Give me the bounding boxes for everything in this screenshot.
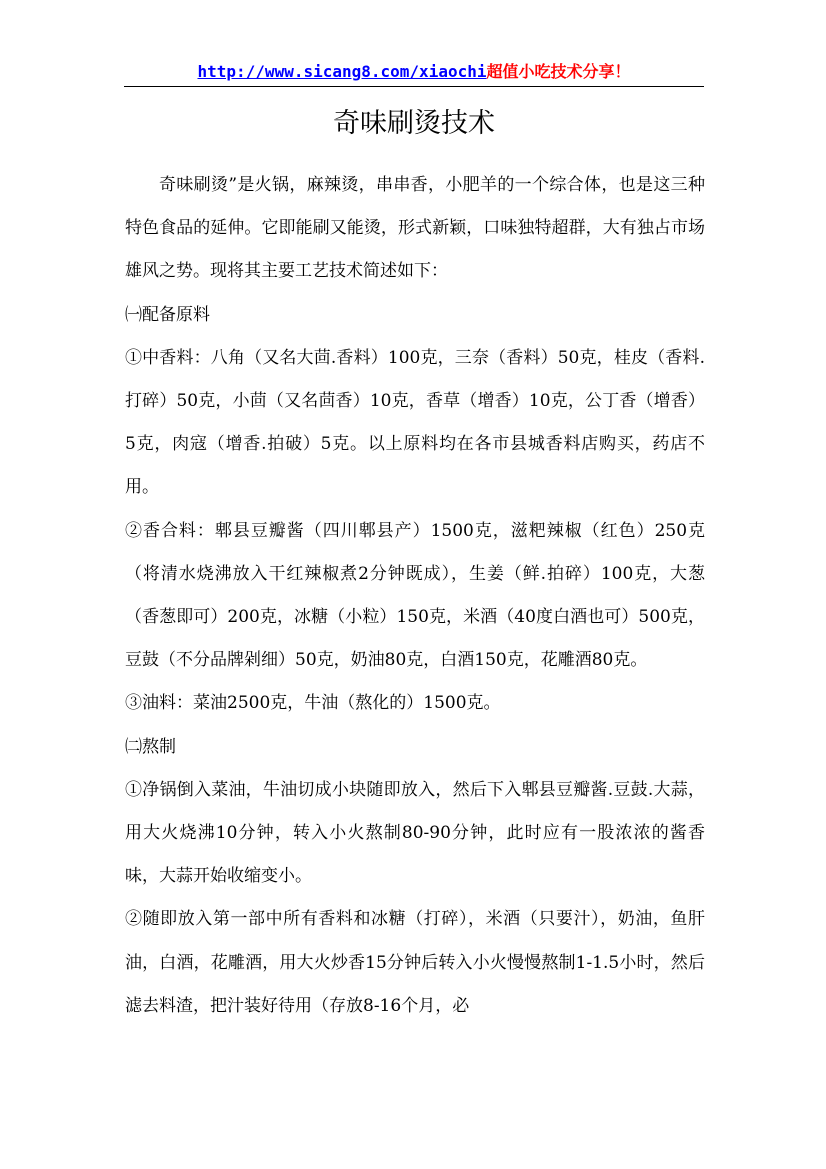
header-tagline: 超值小吃技术分享！ bbox=[486, 62, 631, 81]
header-url-link[interactable]: http://www.sicang8.com/xiaochi bbox=[197, 62, 487, 81]
document-title: 奇味刷烫技术 bbox=[333, 108, 495, 139]
header-divider bbox=[124, 86, 704, 87]
paragraph-seasoning-mix: ②香合料：郫县豆瓣酱（四川郫县产）1500克，滋粑辣椒（红色）250克（将清水烧沸放入干红辣椒煮2分钟既成），生姜（鲜.拍碎）100克，大葱（香葱即可）200克，冰糖（小粒）150克，米酒（40度白酒也可）500克，豆鼓（不分品牌剁细）50克，奶油80克，白酒150克，花雕酒80克。 bbox=[125, 520, 705, 671]
page-header bbox=[124, 60, 704, 84]
paragraph-middle-spices: ①中香料：八角（又名大茴.香料）100克，三奈（香料）50克，桂皮（香料.打碎）50克，小茴（又名茴香）10克，香草（增香）10克，公丁香（增香）5克，肉寇（增香.拍破）5克。以上原料均在各市县城香料店购买，药店不用。 bbox=[125, 347, 705, 498]
document-body bbox=[125, 164, 705, 1028]
paragraph-step-one: ①净锅倒入菜油，牛油切成小块随即放入，然后下入郫县豆瓣酱.豆鼓.大蒜，用大火烧沸10分钟，转入小火熬制80-90分钟，此时应有一股浓浓的酱香味，大蒜开始收缩变小。 bbox=[125, 779, 705, 887]
section-heading-cooking: ㈡熬制 bbox=[125, 736, 176, 757]
paragraph-step-two: ②随即放入第一部中所有香料和冰糖（打碎），米酒（只要汁），奶油，鱼肝油，白酒，花雕酒，用大火炒香15分钟后转入小火慢慢熬制1-1.5小时，然后滤去料渣，把汁装好待用（存放8-16个月，必 bbox=[125, 909, 705, 1016]
intro-paragraph: 奇味刷烫”是火锅，麻辣烫，串串香，小肥羊的一个综合体，也是这三种特色食品的延伸。它即能刷又能烫，形式新颖，口味独特超群，大有独占市场雄风之势。现将其主要工艺技术简述如下： bbox=[125, 175, 705, 282]
paragraph-oils: ③油料：菜油2500克，牛油（熬化的）1500克。 bbox=[125, 693, 501, 714]
section-heading-ingredients: ㈠配备原料 bbox=[125, 304, 210, 325]
